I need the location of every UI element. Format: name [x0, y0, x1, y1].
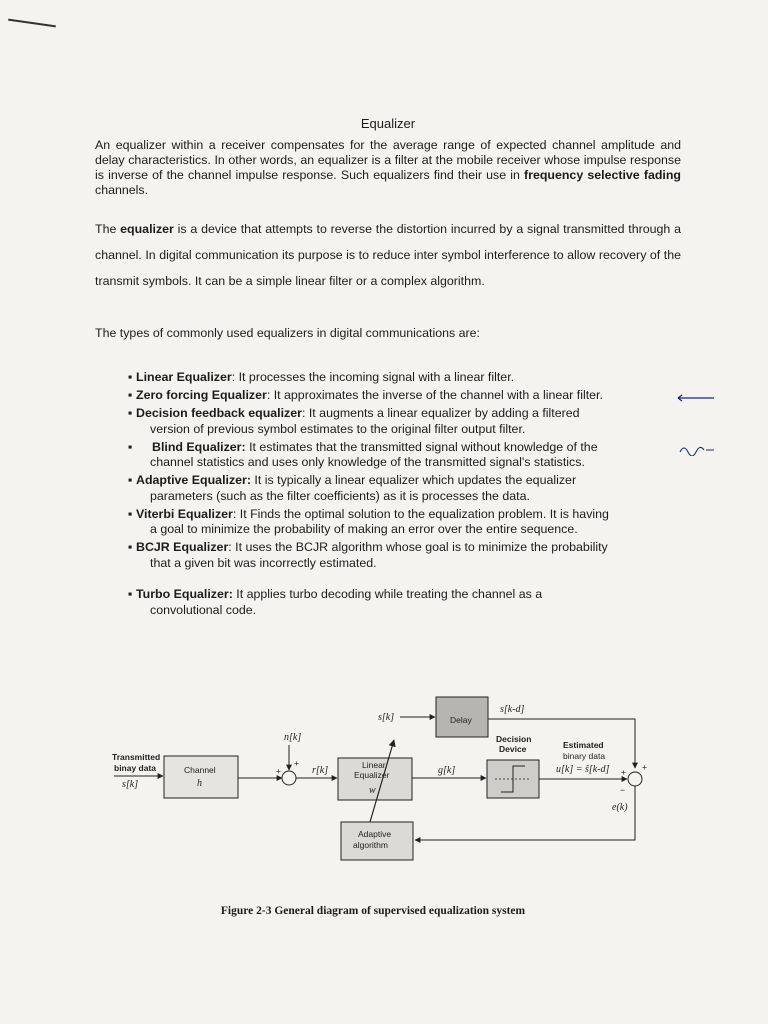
list-item: ▪ BCJR Equalizer: It uses the BCJR algorithm whose goal is to minimize the probability that a given bit was incorrectly estimated. — [128, 540, 608, 570]
equalizer-label: Equalizer — [354, 770, 390, 780]
list-item: ▪ Zero forcing Equalizer: It approximates the inverse of the channel with a linear filter. — [128, 387, 603, 402]
minus-sign: − — [620, 785, 625, 795]
received-label: r[k] — [312, 765, 329, 776]
delay-input-label: s[k] — [378, 712, 395, 723]
input-signal-label: s[k] — [122, 779, 139, 790]
delayed-signal-label: s[k-d] — [500, 704, 525, 715]
channel-symbol: h — [197, 778, 202, 789]
list-item: ▪ Blind Equalizer: It estimates that the transmitted signal without knowledge of the channel statistics and uses only knowledge of the transmitted signal's statistics. — [128, 439, 598, 470]
transmitted-label: Transmitted — [112, 752, 161, 762]
noise-label: n[k] — [284, 732, 302, 743]
plus-sign: + — [276, 766, 281, 776]
estimated-label: binary data — [563, 751, 606, 761]
list-item: ▪ Turbo Equalizer: It applies turbo decoding while treating the channel as a convolutional code. — [128, 587, 543, 618]
figure-caption: Figure 2-3 General diagram of supervised equalization system — [220, 905, 526, 917]
decision-label: Decision — [496, 734, 532, 744]
error-label: e(k) — [612, 802, 628, 813]
plus-sign: + — [621, 767, 626, 777]
page-title: Equalizer — [360, 116, 416, 131]
delay-label: Delay — [450, 715, 472, 725]
estimate-expression: u[k] = ŝ[k-d] — [556, 764, 610, 775]
paragraph-types-intro: The types of commonly used equalizers in digital communications are: — [95, 326, 480, 340]
adaptive-label: algorithm — [353, 840, 388, 850]
channel-block — [164, 756, 238, 798]
estimated-label: Estimated — [563, 740, 604, 750]
equalizer-symbol: w — [369, 785, 376, 796]
equalizer-output-label: g[k] — [438, 765, 456, 776]
paragraph-intro: An equalizer within a receiver compensates for the average range of expected channel amplitude and delay characteristics. In other words, an equalizer is a filter at the mobile receiver whose impulse response is inverse of the channel impulse response. Such equalizers find their use in frequency selective fading channels. — [95, 138, 681, 197]
plus-sign: + — [642, 762, 647, 772]
list-item: ▪ Adaptive Equalizer: It is typically a linear equalizer which updates the equalizer parameters (such as the filter coefficients) as it is processes the data. — [128, 473, 577, 503]
equalizer-label: Linear — [362, 760, 386, 770]
list-item: ▪ Viterbi Equalizer: It Finds the optimal solution to the equalization problem. It is having a goal to minimize the probability of making an error over the entire sequence. — [128, 506, 609, 537]
noise-summer — [282, 771, 296, 785]
plus-sign: + — [294, 758, 299, 768]
binary-data-label: binay data — [114, 763, 157, 773]
channel-label: Channel — [184, 765, 216, 775]
paragraph-definition: The equalizer is a device that attempts to reverse the distortion incurred by a signal transmitted through a channel. In digital communication its purpose is to reduce inter symbol interference to allow recovery of the transmit symbols. It can be a simple linear filter or a complex algorithm. — [95, 222, 681, 288]
decision-label: Device — [499, 744, 527, 754]
list-item: ▪ Decision feedback equalizer: It augments a linear equalizer by adding a filtered version of previous symbol estimates to the original filter output filter. — [128, 405, 580, 436]
error-summer — [628, 772, 642, 786]
list-item: ▪ Linear Equalizer: It processes the incoming signal with a linear filter. — [128, 370, 515, 384]
adaptive-label: Adaptive — [358, 829, 392, 839]
